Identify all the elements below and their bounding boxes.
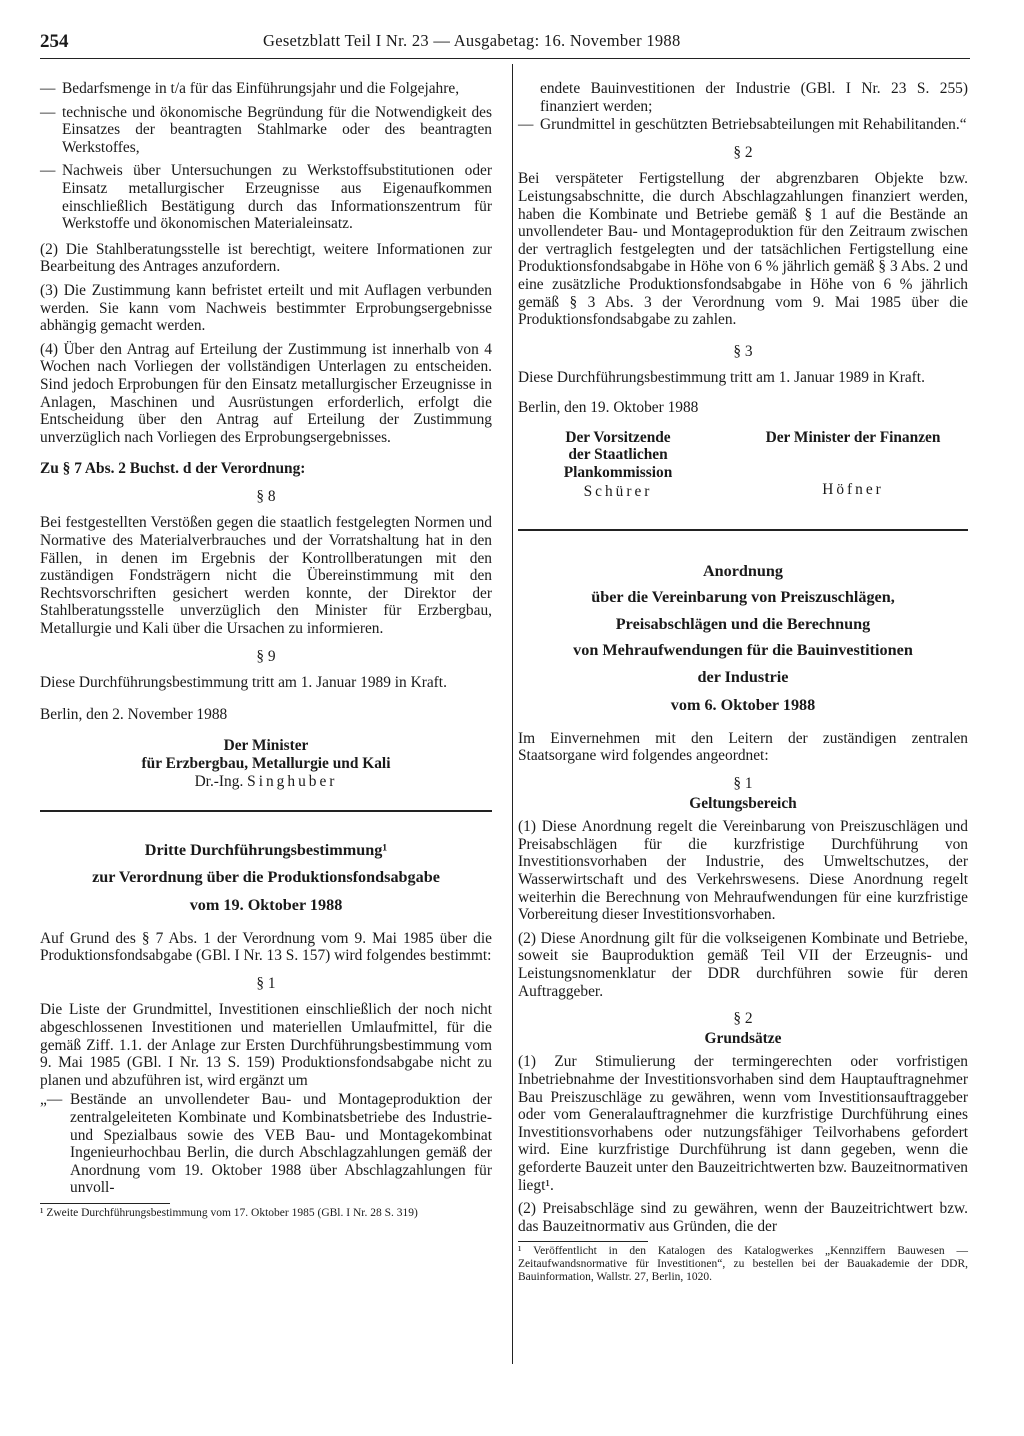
page-header bbox=[40, 31, 970, 55]
signer-name: Singhuber bbox=[247, 772, 338, 790]
section-text: (2) Preisabschläge sind zu gewähren, wenn der Bauzeitrichtwert bzw. das Bauzeitnormativ aus Gründen, die der bbox=[518, 1200, 968, 1235]
doc-title: von Mehraufwendungen für die Bauinvestitionen bbox=[573, 641, 913, 660]
signer-line bbox=[40, 773, 492, 791]
doc-title: Anordnung bbox=[702, 561, 784, 580]
section-heading: § 1 bbox=[256, 974, 276, 992]
doc-title: Preisabschlägen und die Berechnung bbox=[615, 614, 871, 633]
signer-title: Der Minister bbox=[223, 737, 309, 755]
intro-text: Auf Grund des § 7 Abs. 1 der Verordnung vom 9. Mai 1985 über die Produktionsfondsabgabe (GBl. I Nr. 13 S. 157) wird folgendes bestimmt: bbox=[40, 929, 492, 965]
list-item: „— Bestände an unvollendeter Bau- und Montageproduktion der zentralgeleiteten Kombinate und Kombinatsbetriebe des Industrie- und Spezialbaus sowie des VEB Bau- und Montagekombinat Ingenieurhochbau Berlin, die durch Abschlagzahlungen gemäß der Anordnung vom 19. Oktober 1988 über Abschlagzahlungen für unvoll- bbox=[40, 1091, 492, 1197]
paragraph-2: (2) Die Stahlberatungsstelle ist berechtigt, weitere Informationen zur Bearbeitung des Antrages anzufordern. bbox=[40, 240, 492, 276]
section-rule bbox=[518, 529, 968, 531]
section-text: Diese Durchführungsbestimmung tritt am 1. Januar 1989 in Kraft. bbox=[518, 369, 925, 387]
section-9-heading: § 9 bbox=[256, 647, 276, 665]
signature-block bbox=[518, 429, 968, 501]
footnote-rule bbox=[518, 1241, 648, 1242]
intro-text: Im Einvernehmen mit den Leitern der zuständigen zentralen Staatsorgane wird folgendes angeordnet: bbox=[518, 729, 968, 765]
continued-text: endete Bauinvestitionen der Industrie (GBl. I Nr. 23 S. 255) finanziert werden; bbox=[540, 80, 968, 115]
section-text: Die Liste der Grundmittel, Investitionen einschließlich der noch nicht abgeschlossenen Investitionen und materiellen Umlaufmittel, für die gemäß Ziff. 1.1. der Anlage zur Ersten Durchführungsbestimmung vom 9. Mai 1985 (GBl. I Nr. 13 S. 159) Produktionsfondsabgabe nicht zu planen und abzuführen ist, wird ergänzt um bbox=[40, 1001, 492, 1089]
signer-title: der Staatlichen bbox=[568, 446, 668, 464]
section-heading: § 2 bbox=[733, 143, 753, 161]
signing-date: Berlin, den 2. November 1988 bbox=[40, 705, 228, 723]
doc-title: Dritte Durchführungsbestimmung¹ bbox=[144, 841, 388, 860]
doc-title: über die Vereinbarung von Preiszuschlägen, bbox=[591, 588, 895, 607]
section-8-text: Bei festgestellten Verstößen gegen die staatlich festgelegten Normen und Normative des Materialverbrauches und der Vorratshaltung hat in den Fällen, in denen im Ergebnis der Kontrollberatungen mit den zuständigen Fondsträgern nicht die Übereinstimmung mit den Rechtsvorschriften gesichert werden konnte, der Direktor der Stahlberatungsstelle unverzüglich den Minister für Erzbergbau, Metallurgie und Kali über die Ursachen zu informieren. bbox=[40, 514, 492, 638]
signer-title: für Erzbergbau, Metallurgie und Kali bbox=[141, 755, 391, 772]
signer-title: Der Minister der Finanzen bbox=[765, 428, 941, 446]
list-item: — Bedarfsmenge in t/a für das Einführungsjahr und die Folgejahre, bbox=[40, 80, 460, 97]
doc-date: vom 6. Oktober 1988 bbox=[670, 696, 816, 715]
list-item: — Nachweis über Untersuchungen zu Werkstoffsubstitutionen oder Einsatz metallurgischer Erzeugnisse aus Eigenaufkommen einschließlich Bestätigung durch das Informationszentrum für Werkstoffe und ökonomischen Materialeinsatz. bbox=[40, 162, 492, 233]
section-heading: § 1 bbox=[733, 775, 753, 793]
signer-name: Schürer bbox=[583, 483, 653, 501]
section-rule bbox=[40, 810, 492, 812]
signer-title: Plankommission bbox=[563, 463, 673, 481]
header-rule bbox=[40, 58, 970, 59]
footnote: ¹ Zweite Durchführungsbestimmung vom 17. Oktober 1985 (GBl. I Nr. 28 S. 319) bbox=[40, 1207, 418, 1219]
section-title: Geltungsbereich bbox=[689, 794, 797, 812]
list-item: — Grundmittel in geschützten Betriebsabteilungen mit Rehabilitanden.“ bbox=[518, 116, 967, 134]
section-title: Grundsätze bbox=[704, 1029, 782, 1047]
doc-title: zur Verordnung über die Produktionsfondsabgabe bbox=[92, 867, 440, 886]
doc-date: vom 19. Oktober 1988 bbox=[189, 896, 343, 915]
signer-prefix: Dr.-Ing. bbox=[194, 772, 244, 790]
section-text: Bei verspäteter Fertigstellung der abgrenzbaren Objekte bzw. Leistungsabschnitte, die durch Abschlagzahlungen finanziert werden, haben die Kombinate und Betriebe gemäß § 1 auf die Bestände an unvollendeter Bau- und Montageproduktion für den Zeitraum zwischen der vertraglich festgelegten und der tatsächlichen Fertigstellung eine Produktionsfondsabgabe in Höhe von 6 % jährlich gemäß § 3 Abs. 2 und eine zusätzliche Produktionsfondsabgabe in Höhe von 6 % jährlich gemäß § 3 Abs. 3 der Verordnung vom 9. Mai 1985 über die Produktionsfondsabgabe zu zahlen. bbox=[518, 170, 968, 329]
section-heading: § 3 bbox=[733, 342, 753, 360]
section-9-text: Diese Durchführungsbestimmung tritt am 1. Januar 1989 in Kraft. bbox=[40, 674, 447, 692]
left-column bbox=[40, 80, 492, 1226]
signer-title: Der Vorsitzende bbox=[565, 428, 671, 446]
paragraph-4: (4) Über den Antrag auf Erteilung der Zustimmung ist innerhalb von 4 Wochen nach Vorliegen der vollständigen Unterlagen zu entscheiden. Sind jedoch Erprobungen für den Einsatz metallurgischer Erzeugnisse in Anlagen, Maschinen und Ausrüstungen erforderlich, erfolgt die Entscheidung über den Antrag auf Erteilung der Zustimmung unverzüglich nach Vorliegen des Erprobungsergebnisses. bbox=[40, 340, 492, 446]
footnote-rule bbox=[40, 1203, 170, 1204]
page-number: 254 bbox=[40, 31, 69, 52]
footnote: ¹ Veröffentlicht in den Katalogen des Katalogwerkes „Kennziffern Bauwesen — Zeitaufwandsnormative für Investitionen“, zu bestellen bei der Bauakademie der DDR, Bauinformation, Wallstr. 27, Berlin, 1020. bbox=[518, 1245, 968, 1284]
gazette-title: Gesetzblatt Teil I Nr. 23 — Ausgabetag: 16. November 1988 bbox=[263, 31, 681, 50]
section-8-heading: § 8 bbox=[256, 487, 276, 505]
right-column bbox=[518, 80, 968, 1290]
section-text: (1) Diese Anordnung regelt die Vereinbarung von Preiszuschlägen und Preisabschlägen für die kurzfristige Durchführung von Investitionsvorhaben der Industrie, des Umweltschutzes, der Wasserwirtschaft und des Verkehrswesens. Diese Anordnung regelt weiterhin die Berechnung von Mehraufwendungen für eine kurzfristige Vorbereitung dieser Investitionsvorhaben. bbox=[518, 818, 968, 924]
section-text: (2) Diese Anordnung gilt für die volkseigenen Kombinate und Betriebe, soweit sie Bauproduktion gemäß Teil VII der Erzeugnis- und Leistungsnomenklatur der DDR durchführen sowie für deren Auftraggeber. bbox=[518, 929, 968, 1000]
signing-date: Berlin, den 19. Oktober 1988 bbox=[518, 398, 699, 416]
signature-right bbox=[738, 429, 968, 501]
signer-name: Höfner bbox=[822, 481, 884, 499]
paragraph-3: (3) Die Zustimmung kann befristet erteilt und mit Auflagen verbunden werden. Sie kann vom Nachweis bestimmter Erprobungsergebnisse abhängig gemacht werden. bbox=[40, 281, 492, 335]
column-divider bbox=[512, 64, 513, 1364]
section-heading: Zu § 7 Abs. 2 Buchst. d der Verordnung: bbox=[40, 460, 306, 478]
section-text: (1) Zur Stimulierung der termingerechten oder vorfristigen Inbetriebnahme der Investitionsvorhaben sind dem Hauptauftragnehmer Bau Preiszuschläge zu gewähren, wenn vom Investitionsauftraggeber oder vom Generalauftragnehmer die kurzfristige Durchführung eines Investitionsvorhabens oder nutzungsfähiger Teilvorhabens gefordert wird. Eine kurzfristige Durchführung ist dann gegeben, wenn die geforderte Bauzeit unter den Bauzeitrichtwerten bzw. Bauzeitnormativen liegt¹. bbox=[518, 1053, 968, 1194]
signature-left bbox=[518, 429, 718, 501]
section-heading: § 2 bbox=[733, 1010, 753, 1028]
doc-title: der Industrie bbox=[697, 667, 789, 686]
list-item: — technische und ökonomische Begründung für die Notwendigkeit des Einsatzes der beantragten Stahlmarke oder des beantragten Werkstoffes, bbox=[40, 103, 492, 156]
